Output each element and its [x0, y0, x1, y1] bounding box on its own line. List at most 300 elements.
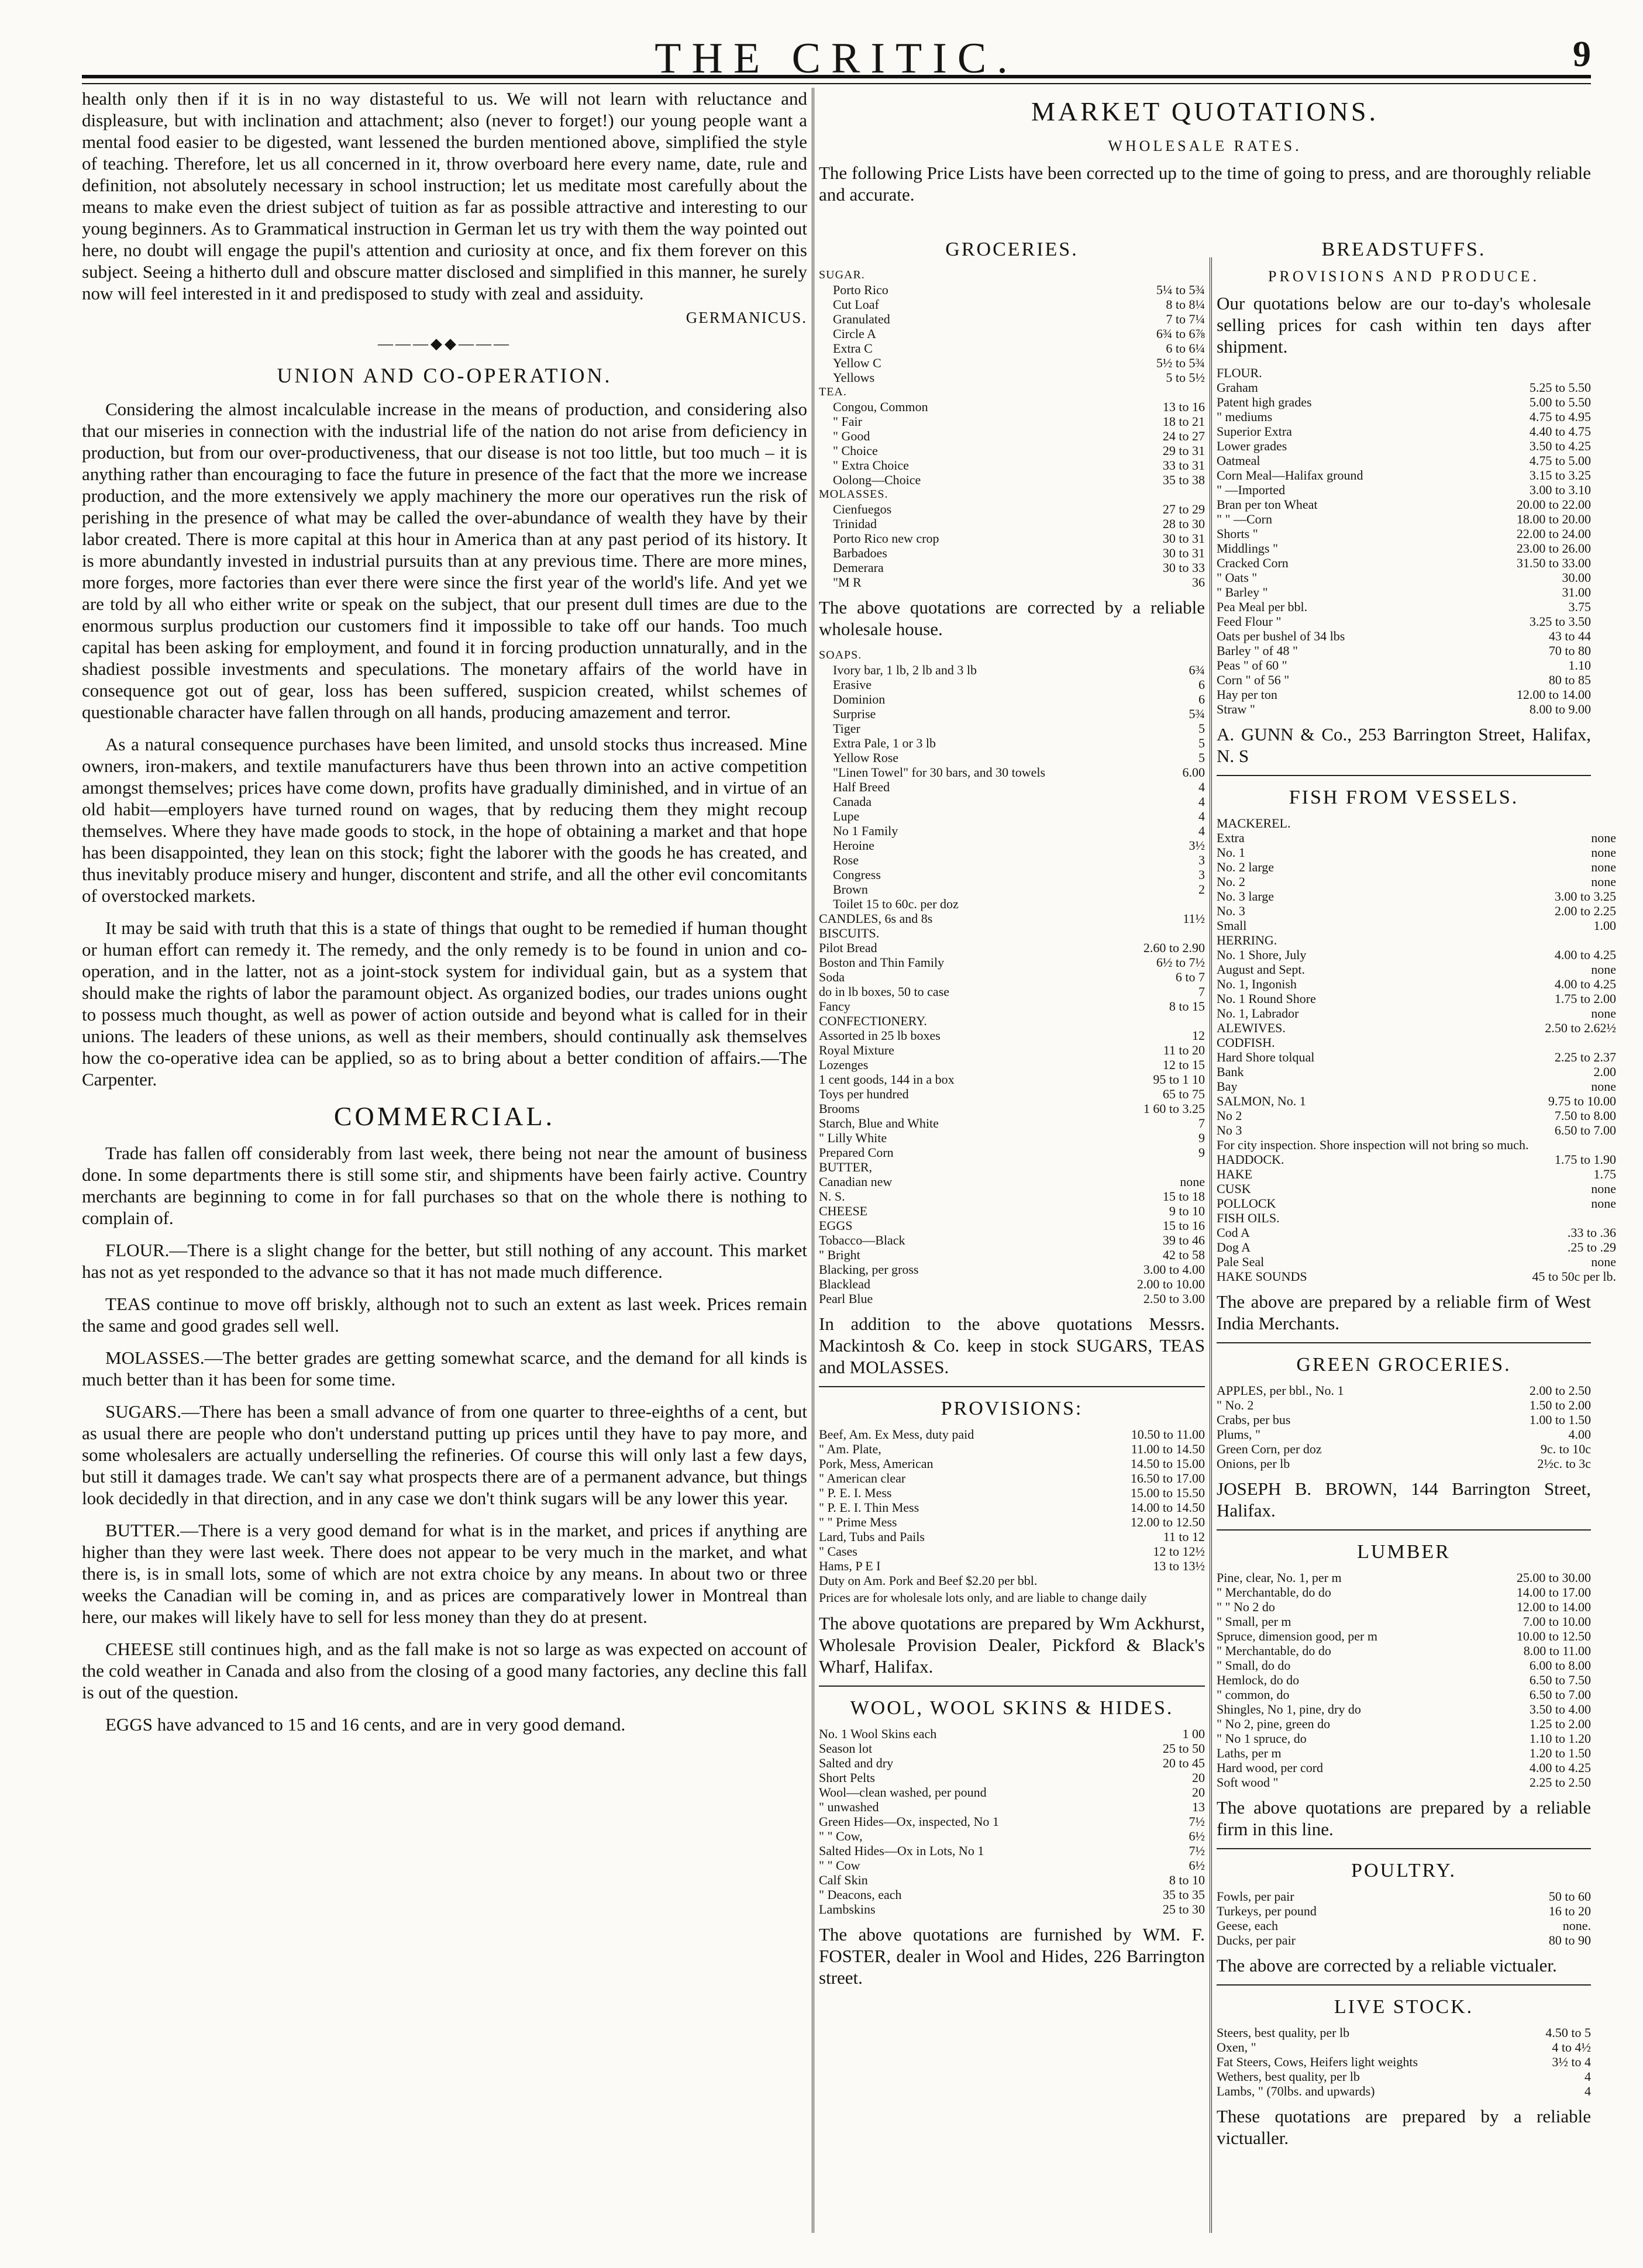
item-price: 35 to 35: [1162, 1887, 1205, 1902]
item-price: 1.00: [1593, 918, 1617, 933]
item-label: " Deacons, each: [819, 1887, 902, 1902]
item-price: 14.00 to 14.50: [1130, 1500, 1205, 1515]
column-divider-right: [1210, 257, 1212, 2233]
item-label: Surprise: [833, 706, 876, 721]
item-label: Brown: [833, 882, 868, 897]
item-label: Feed Flour ": [1217, 614, 1282, 629]
item-label: Oxen, ": [1217, 2040, 1256, 2055]
price-row: [819, 1573, 1205, 1588]
item-label: HAKE SOUNDS: [1217, 1269, 1307, 1284]
item-price: [1461, 366, 1591, 380]
item-label: " —Imported: [1217, 482, 1286, 497]
item-price: 45 to 50c per lb.: [1532, 1269, 1617, 1284]
poultry-heading: POULTRY.: [1351, 1860, 1456, 1881]
commercial-paragraph: SUGARS.—There has been a small advance of from one quarter to three-eighths of a cent, but as usual there are people who don't understand putting up prices until they have to pay more, and some wholesalers are actually underselling the refineries. Of course this will only last a few days, but still it damages trade. We can't say what prospects there are of a permanent advance, but things look decidedly in that direction, and in any case we don't think sugars will be any lower this year.: [82, 1401, 807, 1508]
price-row: [819, 282, 1205, 297]
price-row: [819, 1887, 1205, 1902]
item-price: 4: [1585, 2084, 1591, 2098]
category-label: TEA.: [819, 385, 847, 398]
item-label: Circle A: [833, 326, 876, 341]
price-row: [819, 326, 1205, 341]
item-label: " American clear: [819, 1471, 906, 1485]
price-row: [819, 1427, 1205, 1442]
item-label: Assorted in 25 lb boxes: [819, 1028, 941, 1043]
groceries-note: The above quotations are corrected by a reliable wholesale house.: [819, 597, 1205, 639]
item-price: [1528, 1211, 1616, 1225]
price-row: [819, 1072, 1205, 1087]
item-label: Green Hides—Ox, inspected, No 1: [819, 1814, 999, 1829]
lumber-table: [1217, 1570, 1591, 1790]
price-row: [1217, 1211, 1616, 1225]
price-row: [1217, 1918, 1591, 1933]
price-row: [1217, 629, 1591, 643]
item-price: 3.50 to 4.00: [1529, 1702, 1591, 1716]
price-row: [819, 1529, 1205, 1544]
item-price: 16.50 to 17.00: [1130, 1471, 1205, 1485]
price-row: [1217, 1181, 1616, 1196]
item-price: 25 to 30: [1162, 1902, 1205, 1917]
item-price: 2.60 to 2.90: [1143, 940, 1205, 955]
item-price: 6.50 to 7.00: [1529, 1687, 1591, 1702]
section-rule: [819, 1686, 1205, 1687]
price-row: [819, 1057, 1205, 1072]
item-label: Pearl Blue: [819, 1291, 873, 1306]
item-price: 42 to 58: [1162, 1247, 1205, 1262]
price-row: [819, 984, 1205, 999]
item-price: [1112, 926, 1205, 940]
green-heading: GREEN GROCERIES.: [1296, 1354, 1511, 1376]
item-price: 80 to 90: [1548, 1933, 1591, 1948]
price-row: [819, 297, 1205, 312]
item-label: "Linen Towel" for 30 bars, and 30 towels: [833, 765, 1046, 780]
price-row: [1217, 1427, 1591, 1442]
item-price: 3: [1198, 867, 1205, 882]
price-row: [819, 926, 1205, 940]
item-label: Bay: [1217, 1079, 1238, 1094]
item-price: 8 to 8¼: [1166, 297, 1205, 312]
price-row: [819, 1785, 1205, 1800]
item-label: Dog A: [1217, 1240, 1251, 1254]
price-row: [1217, 366, 1591, 380]
item-price: 9 to 10: [1169, 1204, 1205, 1218]
price-row: [1217, 2025, 1591, 2040]
item-label: " common, do: [1217, 1687, 1290, 1702]
right-column: [1217, 228, 1617, 2228]
item-price: 7.00 to 10.00: [1523, 1614, 1591, 1629]
price-row: [819, 809, 1205, 823]
item-label: Green Corn, per doz: [1217, 1442, 1322, 1456]
price-row: [1217, 439, 1591, 453]
item-label: Canada: [833, 794, 872, 809]
price-row: [819, 1174, 1205, 1189]
item-label: Graham: [1217, 380, 1258, 395]
item-label: " " Cow,: [819, 1829, 863, 1843]
item-label: No. 2: [1217, 874, 1245, 889]
price-row: [1217, 1167, 1616, 1181]
item-price: none: [1591, 860, 1617, 874]
masthead-rule-thin: [82, 83, 1591, 84]
section-rule: [1217, 1984, 1591, 1986]
union-paragraph: It may be said with truth that this is a state of things that ought to be remedied if human thought or human effort can remedy it. The remedy, and the only remedy is to be found in union and co-operation, and in the latter, not as a joint-stock system for individual gain, but as a system that should make the rights of labor the paramount object. As organized bodies, our trades unions ought to possess much thought, as well as power of action outside and beyond what is called for in their unions. The leaders of these unions, as well as their members, should continually ask themselves how the co-operative idea can be applied, so as to bring about a better condition of affairs.—The Carpenter.: [82, 918, 807, 1090]
commercial-paragraph: TEAS continue to move off briskly, although not to such an extent as last week. Prices remain the same and good grades sell well.: [82, 1294, 807, 1336]
green-note: JOSEPH B. BROWN, 144 Barrington Street, Halifax.: [1217, 1478, 1591, 1521]
price-row: [1217, 1412, 1591, 1427]
price-row: [1217, 1775, 1591, 1790]
item-price: 7: [1198, 984, 1205, 999]
price-row: [1217, 1760, 1591, 1775]
item-price: 7 to 7¼: [1166, 312, 1205, 326]
item-label: CONFECTIONERY.: [819, 1014, 927, 1028]
price-row: [819, 1101, 1205, 1116]
item-label: No. 2 large: [1217, 860, 1274, 874]
item-label: CUSK: [1217, 1181, 1251, 1196]
item-label: Oats per bushel of 34 lbs: [1217, 629, 1345, 643]
price-row: [819, 663, 1205, 677]
item-price: none: [1591, 1006, 1617, 1021]
item-label: Cod A: [1217, 1225, 1250, 1240]
item-price: 3.00 to 3.10: [1529, 482, 1591, 497]
item-price: 8.00 to 11.00: [1523, 1643, 1591, 1658]
item-price: 5 to 5½: [1166, 370, 1205, 385]
price-row: [819, 1087, 1205, 1101]
market-header: [819, 88, 1591, 213]
item-label: Bank: [1217, 1064, 1244, 1079]
union-heading: UNION AND CO-OPERATION.: [277, 364, 612, 387]
item-label: Soft wood ": [1217, 1775, 1279, 1790]
item-price: none: [1591, 874, 1617, 889]
item-price: none: [1180, 1174, 1205, 1189]
item-price: 5½ to 5¾: [1156, 356, 1205, 370]
item-price: 11 to 12: [1163, 1529, 1205, 1544]
item-price: 11 to 20: [1163, 1043, 1205, 1057]
price-row: [819, 341, 1205, 356]
item-label: HAKE: [1217, 1167, 1253, 1181]
price-row: [819, 312, 1205, 326]
item-label: " Bright: [819, 1247, 860, 1262]
item-price: none.: [1562, 1918, 1591, 1933]
lumber-note: The above quotations are prepared by a reliable firm in this line.: [1217, 1797, 1591, 1839]
item-price: 10.00 to 12.50: [1516, 1629, 1591, 1643]
price-row: [1217, 845, 1616, 860]
item-price: 80 to 85: [1548, 673, 1591, 687]
commercial-paragraph: BUTTER.—There is a very good demand for what is in the market, and prices if anything are higher than they were last week. There does not appear to be very much in the market, and what there is, is in small lots, some of which are not extra choice by any means. In about two or three weeks the Canadian will be coming in, and as prices are comparatively lower in Montreal than here, our makes will likely have to sell for less money than they do at present.: [82, 1520, 807, 1627]
item-label: Cienfuegos: [833, 502, 892, 516]
item-price: 6: [1198, 692, 1205, 706]
item-label: " No. 2: [1217, 1398, 1254, 1412]
price-row: [819, 1145, 1205, 1160]
item-price: 4.00 to 4.25: [1554, 947, 1617, 962]
item-label: EGGS: [819, 1218, 853, 1233]
price-row: [1217, 570, 1591, 585]
item-label: Trinidad: [833, 516, 877, 531]
price-row: [1217, 526, 1591, 541]
commercial-paragraph: FLOUR.—There is a slight change for the better, but still nothing of any account. This market has not as yet responded to the advance so that it has not made much difference.: [82, 1240, 807, 1282]
item-price: 25 to 50: [1162, 1741, 1205, 1756]
union-paragraph: As a natural consequence purchases have been limited, and unsold stocks thus increased. Mine owners, iron-makers, and textile manufacturers have thus been thrown into an active competition amongst themselves; prices have come down, profits have gradually diminished, and in virtue of an old habit—employers have turned round on wages, that by reducing them they might recoup themselves. Where they have made goods to stock, in the hope of obtaining a market and that hope has been disappointed, they lean on this stock; fight the laborer with the goods he has created, and thus inevitably produce misery and hunger, discontent and strife, and all the other evil concomitants of overstocked markets.: [82, 734, 807, 906]
item-price: 9c. to 10c: [1540, 1442, 1591, 1456]
groceries-heading: GROCERIES.: [945, 239, 1079, 260]
item-price: 39 to 46: [1162, 1233, 1205, 1247]
price-row: [819, 1741, 1205, 1756]
item-label: " Extra Choice: [833, 458, 909, 473]
item-label: Pale Seal: [1217, 1254, 1265, 1269]
price-row: [819, 1247, 1205, 1262]
article-signature: GERMANICUS.: [686, 309, 807, 326]
item-label: " No 1 spruce, do: [1217, 1731, 1307, 1746]
section-rule: [819, 1386, 1205, 1387]
item-price: 4: [1198, 809, 1205, 823]
item-label: Short Pelts: [819, 1770, 875, 1785]
price-row: [819, 1559, 1205, 1573]
item-price: 18.00 to 20.00: [1516, 512, 1591, 526]
price-row: [819, 750, 1205, 765]
item-label: Lambskins: [819, 1902, 876, 1917]
item-price: 9: [1198, 1130, 1205, 1145]
item-label: Oolong—Choice: [833, 473, 921, 487]
item-label: Shorts ": [1217, 526, 1258, 541]
price-row: [1217, 1600, 1591, 1614]
item-label: No. 1, Ingonish: [1217, 977, 1297, 991]
item-label: MACKEREL.: [1217, 816, 1291, 830]
item-label: POLLOCK: [1217, 1196, 1276, 1211]
item-price: none: [1591, 1181, 1617, 1196]
livestock-heading: LIVE STOCK.: [1334, 1996, 1474, 2018]
price-row: [1217, 816, 1616, 830]
item-price: 4.75 to 5.00: [1529, 453, 1591, 468]
price-row: [819, 429, 1205, 443]
item-price: .33 to .36: [1567, 1225, 1617, 1240]
price-row: [1217, 991, 1616, 1006]
item-label: " " No 2 do: [1217, 1600, 1275, 1614]
item-label: Fowls, per pair: [1217, 1889, 1294, 1904]
item-label: Toilet 15 to 60c. per doz: [833, 897, 959, 911]
column-divider-left: [812, 88, 814, 2233]
item-label: August and Sept.: [1217, 962, 1305, 977]
item-label: Middlings ": [1217, 541, 1278, 556]
price-row: [819, 1858, 1205, 1873]
price-row: [1217, 1658, 1591, 1673]
price-row: [819, 677, 1205, 692]
item-label: " Barley ": [1217, 585, 1268, 599]
item-label: Season lot: [819, 1741, 873, 1756]
item-price: 14.00 to 17.00: [1516, 1585, 1591, 1600]
item-label: 1 cent goods, 144 in a box: [819, 1072, 955, 1087]
item-label: Lupe: [833, 809, 860, 823]
price-row: [819, 794, 1205, 809]
item-price: 29 to 31: [1162, 443, 1205, 458]
item-price: 1 60 to 3.25: [1143, 1101, 1205, 1116]
price-row: [819, 502, 1205, 516]
livestock-table: [1217, 2025, 1591, 2098]
price-row: [819, 1829, 1205, 1843]
price-row: [1217, 409, 1591, 424]
item-label: No. 1 Shore, July: [1217, 947, 1307, 962]
masthead-rule: [82, 75, 1591, 78]
price-row: [819, 955, 1205, 970]
price-row: [819, 838, 1205, 853]
price-row: [1217, 1904, 1591, 1918]
item-price: 15 to 16: [1162, 1218, 1205, 1233]
price-row: [819, 765, 1205, 780]
price-row: [819, 911, 1205, 926]
price-row: [1217, 860, 1616, 874]
item-price: 15 to 18: [1162, 1189, 1205, 1204]
item-price: 20: [1192, 1785, 1205, 1800]
item-price: 4: [1585, 2069, 1591, 2084]
price-row: [819, 882, 1205, 897]
item-price: 1.20 to 1.50: [1529, 1746, 1591, 1760]
item-label: Onions, per lb: [1217, 1456, 1290, 1471]
price-row: [1217, 1456, 1591, 1471]
item-label: Lambs, " (70lbs. and upwards): [1217, 2084, 1375, 2098]
item-price: 31.00: [1562, 585, 1591, 599]
price-row: [1217, 1064, 1616, 1079]
price-row: [1217, 1196, 1616, 1211]
market-heading: MARKET QUOTATIONS.: [1031, 96, 1379, 126]
item-price: 2.25 to 2.37: [1554, 1050, 1617, 1064]
item-price: 1.75 to 2.00: [1554, 991, 1617, 1006]
item-label: Spruce, dimension good, per m: [1217, 1629, 1377, 1643]
price-row: [819, 516, 1205, 531]
item-label: Pilot Bread: [819, 940, 877, 955]
item-label: Yellows: [833, 370, 875, 385]
item-label: Barley " of 48 ": [1217, 643, 1298, 658]
item-price: 16 to 20: [1548, 1904, 1591, 1918]
item-label: Cracked Corn: [1217, 556, 1289, 570]
item-price: 13: [1192, 1800, 1205, 1814]
item-label: " Fair: [833, 414, 862, 429]
price-row: [819, 414, 1205, 429]
price-row: [819, 1189, 1205, 1204]
item-label: Hams, P E I: [819, 1559, 881, 1573]
item-label: Salted Hides—Ox in Lots, No 1: [819, 1843, 984, 1858]
price-row: [819, 356, 1205, 370]
item-label: ALEWIVES.: [1217, 1021, 1286, 1035]
item-price: 1.00 to 1.50: [1529, 1412, 1591, 1427]
price-row: [1217, 1933, 1591, 1948]
item-label: No. 3: [1217, 904, 1245, 918]
price-row: [819, 575, 1205, 590]
item-label: Extra: [1217, 830, 1245, 845]
livestock-note: These quotations are prepared by a reliable victualler.: [1217, 2106, 1591, 2148]
price-row: [819, 546, 1205, 560]
price-row: [1217, 947, 1616, 962]
item-label: Corn Meal—Halifax ground: [1217, 468, 1363, 482]
price-row: [1217, 585, 1591, 599]
item-price: 1.50 to 2.00: [1529, 1398, 1591, 1412]
price-row: [819, 1116, 1205, 1130]
item-price: 6¾: [1189, 663, 1205, 677]
item-price: 6 to 7: [1175, 970, 1205, 984]
item-label: Bran per ton Wheat: [1217, 497, 1318, 512]
item-label: " unwashed: [819, 1800, 879, 1814]
item-price: none: [1591, 1079, 1617, 1094]
price-row: [819, 1902, 1205, 1917]
item-label: Brooms: [819, 1101, 860, 1116]
section-rule: [1217, 775, 1591, 776]
provisions-table: [819, 1427, 1205, 1588]
item-label: Rose: [833, 853, 859, 867]
price-row: [819, 780, 1205, 794]
price-row: [819, 1218, 1205, 1233]
poultry-note: The above are corrected by a reliable victualer.: [1217, 1955, 1557, 1976]
item-price: 95 to 1 10: [1153, 1072, 1205, 1087]
item-price: 28 to 30: [1162, 516, 1205, 531]
provisions-heading: PROVISIONS:: [941, 1398, 1083, 1419]
item-label: Barbadoes: [833, 546, 887, 560]
item-price: 6.00 to 8.00: [1529, 1658, 1591, 1673]
item-price: 1.10 to 1.20: [1529, 1731, 1591, 1746]
price-row: [819, 1028, 1205, 1043]
item-label: Porto Rico new crop: [833, 531, 939, 546]
item-price: 1.10: [1568, 658, 1591, 673]
price-row: [1217, 1094, 1616, 1108]
item-price: 1.75 to 1.90: [1554, 1152, 1617, 1167]
market-subheading: WHOLESALE RATES.: [1108, 137, 1302, 154]
lumber-heading: LUMBER: [1357, 1541, 1451, 1563]
price-row: [819, 940, 1205, 955]
item-price: 8 to 10: [1169, 1873, 1205, 1887]
item-label: " Am. Plate,: [819, 1442, 881, 1456]
page-number: 9: [1573, 35, 1591, 74]
item-price: 4 to 4½: [1552, 2040, 1591, 2055]
wool-heading: WOOL, WOOL SKINS & HIDES.: [850, 1697, 1174, 1719]
item-price: [1112, 1014, 1205, 1028]
price-row: [819, 370, 1205, 385]
item-price: 20.00 to 22.00: [1516, 497, 1591, 512]
price-row: [819, 1814, 1205, 1829]
price-row: [1217, 1225, 1616, 1240]
item-price: [1528, 1035, 1616, 1050]
item-label: Shingles, No 1, pine, dry do: [1217, 1702, 1361, 1716]
item-price: 9: [1198, 1145, 1205, 1160]
item-price: 30 to 31: [1162, 531, 1205, 546]
item-label: Half Breed: [833, 780, 890, 794]
price-row: [1217, 2069, 1591, 2084]
wool-table: [819, 1726, 1205, 1917]
item-price: 3.00 to 3.25: [1554, 889, 1617, 904]
item-label: No. 1: [1217, 845, 1245, 860]
item-label: " Cases: [819, 1544, 857, 1559]
item-price: 12: [1192, 1028, 1205, 1043]
item-label: CANDLES, 6s and 8s: [819, 911, 933, 926]
item-label: Corn " of 56 ": [1217, 673, 1290, 687]
item-label: Heroine: [833, 838, 874, 853]
item-price: [1112, 897, 1205, 911]
item-label: Erasive: [833, 677, 872, 692]
item-price: 12.00 to 14.00: [1516, 1600, 1591, 1614]
price-row: [819, 473, 1205, 487]
item-label: FISH OILS.: [1217, 1211, 1280, 1225]
price-row: [819, 1843, 1205, 1858]
item-label: Pine, clear, No. 1, per m: [1217, 1570, 1342, 1585]
breadstuffs-note: A. GUNN & Co., 253 Barrington Street, Halifax, N. S: [1217, 724, 1591, 766]
item-price: 2.00: [1593, 1064, 1617, 1079]
price-row: [1217, 1254, 1616, 1269]
price-row: [1217, 614, 1591, 629]
price-row: [1217, 541, 1591, 556]
item-label: Lard, Tubs and Pails: [819, 1529, 925, 1544]
price-row: [1217, 933, 1616, 947]
item-label: Straw ": [1217, 702, 1255, 716]
price-row: [819, 1130, 1205, 1145]
masthead-title: THE CRITIC.: [655, 35, 1018, 82]
breadstuffs-heading: BREADSTUFFS.: [1321, 239, 1486, 260]
item-label: Small: [1217, 918, 1247, 933]
price-row: [1217, 1079, 1616, 1094]
commercial-paragraph: Trade has fallen off considerably from last week, there being not near the amount of business done. In some departments there is still some stir, and shipments have been fairly active. Country merchants are beginning to come in for fall purchases so that on the whole there is nothing to complain of.: [82, 1143, 807, 1228]
item-label: Beef, Am. Ex Mess, duty paid: [819, 1427, 974, 1442]
